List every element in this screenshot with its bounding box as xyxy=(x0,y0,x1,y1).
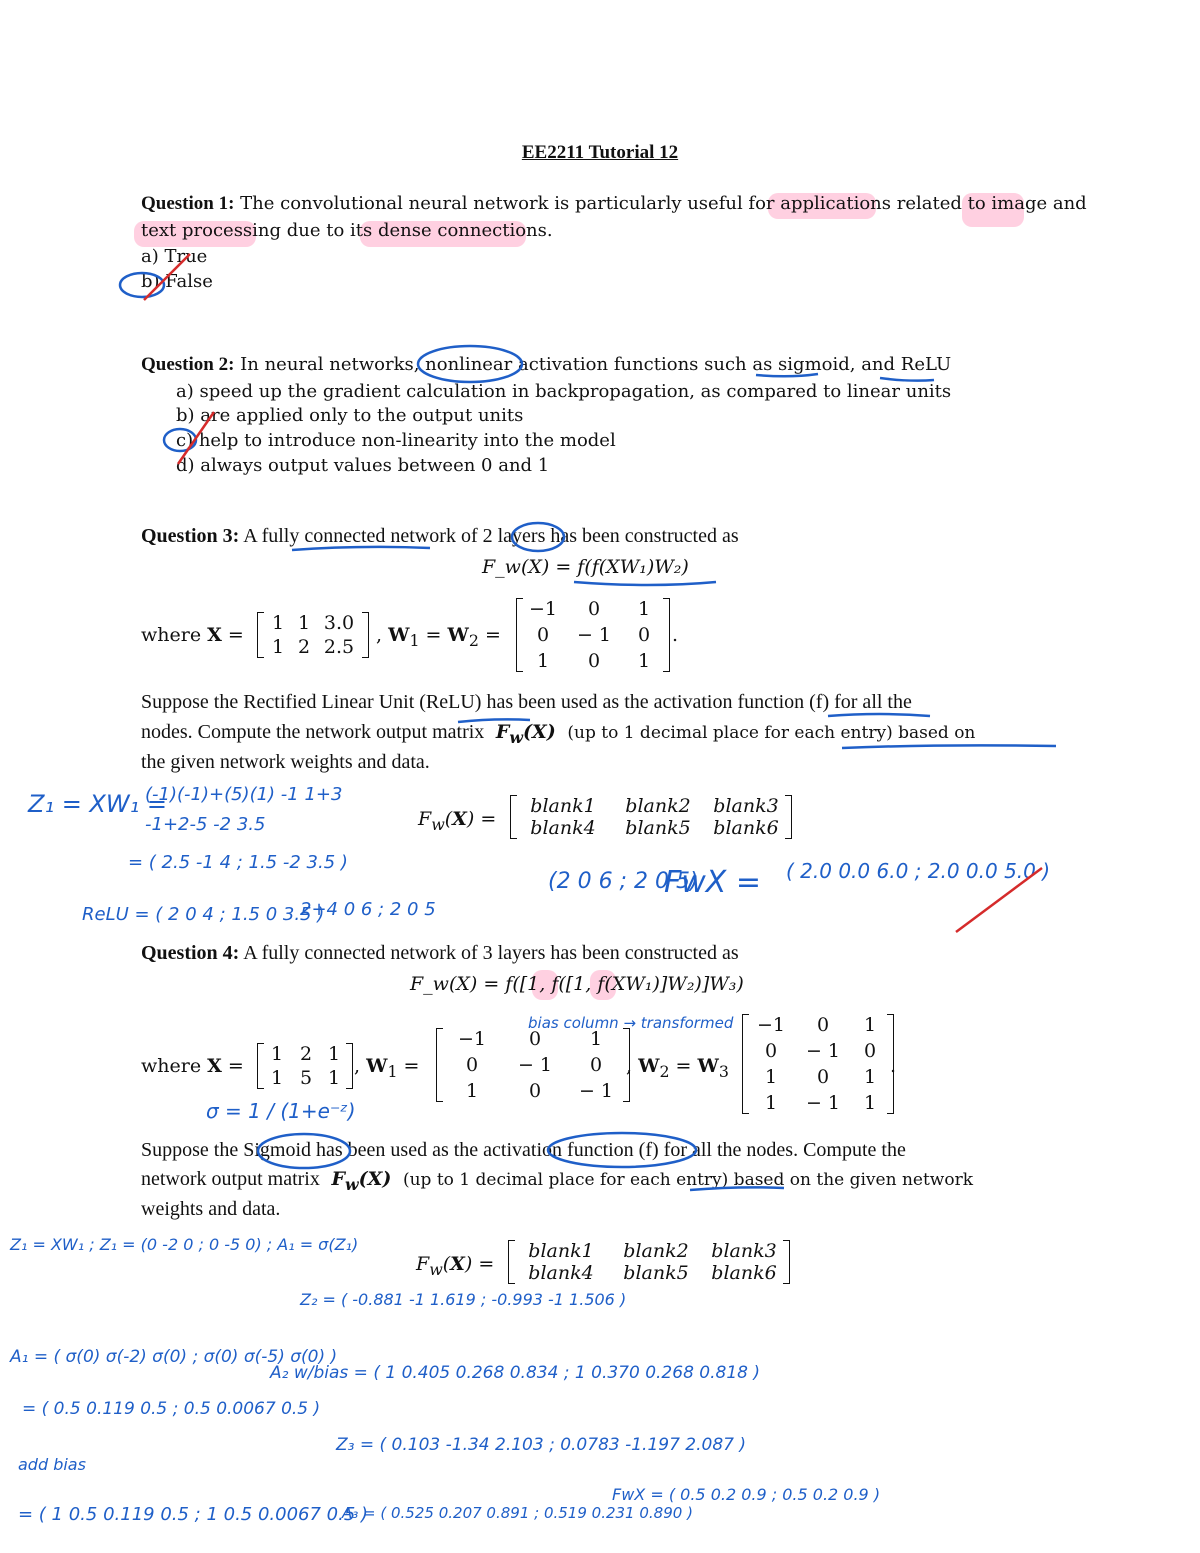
q4-w1-cell-1-2: 0 xyxy=(589,1054,603,1076)
q4-w23-bracket xyxy=(748,1014,888,1114)
q4-blank-cell-1-2: blank6 xyxy=(711,1262,777,1284)
q3-blank-cell-0-1: blank2 xyxy=(625,795,691,817)
q4-x-cell-1-0: 1 xyxy=(270,1067,284,1089)
q4-desc-2a: network output matrix xyxy=(141,1168,320,1190)
q4-x-cell-1-2: 1 xyxy=(327,1067,341,1089)
q4-w1-cell-2-1: 0 xyxy=(528,1080,542,1102)
q3-blank-grid xyxy=(516,795,786,839)
q3-where-word: where xyxy=(141,624,202,646)
q4-blank-cell-0-0: blank1 xyxy=(528,1240,594,1262)
q4-x-cell-0-1: 2 xyxy=(299,1043,313,1065)
q3-w-cell-2-1: 0 xyxy=(587,650,601,672)
q2-line1 xyxy=(141,354,951,376)
q3-formula: F_w(X) = f(f(XW₁)W₂) xyxy=(482,556,689,578)
q3-x-cell-1-2: 2.5 xyxy=(323,636,355,658)
q3-w-cell-0-0: −1 xyxy=(528,598,557,620)
q3-w-cell-1-0: 0 xyxy=(536,624,550,646)
q4-w23-cell-0-2: 1 xyxy=(863,1014,877,1036)
q4-w1-eq: , $W_1$ = xyxy=(354,1055,420,1081)
q4-where-word: where xyxy=(141,1055,202,1077)
q4-x-cell-0-0: 1 xyxy=(270,1043,284,1065)
q4-w23-grid xyxy=(748,1014,888,1114)
hw-q4-a1: A₁ = ( σ(0) σ(-2) σ(0) ; σ(0) σ(-5) σ(0) ) xyxy=(10,1347,338,1367)
q3-desc-2a: nodes. Compute the network output matrix xyxy=(141,721,485,743)
q3-answer-lhs: $F_w(X)$ = xyxy=(418,808,497,834)
q3-blank-cell-1-0: blank4 xyxy=(530,817,596,839)
hw-q3-fwx: FwX = xyxy=(664,865,762,900)
q4-x-bracket xyxy=(263,1043,347,1089)
q4-blank-cell-1-0: blank4 xyxy=(528,1262,594,1284)
q3-w-eq: , $W_1 = W_2$ = xyxy=(376,624,501,650)
q4-answer-matrix xyxy=(514,1240,784,1284)
q4-w23-cell-2-1: 0 xyxy=(816,1066,830,1088)
q3-x-cell-0-0: 1 xyxy=(271,612,285,634)
q3-w-cell-2-2: 1 xyxy=(637,650,651,672)
q4-w1-cell-2-2: − 1 xyxy=(578,1080,614,1102)
q2-option-d: d) always output values between 0 and 1 xyxy=(176,455,550,476)
q4-w1-cell-0-0: −1 xyxy=(457,1028,486,1050)
q3-w-cell-2-0: 1 xyxy=(536,650,550,672)
q4-desc-1: Suppose the Sigmoid has been used as the activation function (f) for all the nodes. Compute the xyxy=(141,1139,906,1161)
q4-answer-bracket xyxy=(514,1240,784,1284)
hw-q4-steps: Z₁ = XW₁ ; Z₁ = (0 -2 0 ; 0 -5 0) ; A₁ = σ(Z₁) xyxy=(10,1235,359,1254)
q4-w1-cell-2-0: 1 xyxy=(465,1080,479,1102)
q1-text-2: text processing due to its dense connections. xyxy=(141,220,553,241)
hw-q3-mid: 2+4 0 6 ; 2 0 5 xyxy=(300,899,436,920)
q3-desc-3: the given network weights and data. xyxy=(141,751,430,773)
q4-w23-cell-2-0: 1 xyxy=(764,1066,778,1088)
q3-w-cell-0-2: 1 xyxy=(637,598,651,620)
q3-matrix-x xyxy=(263,612,363,658)
q4-desc-2b: (up to 1 decimal place for each entry) based on the given network xyxy=(402,1170,973,1190)
q4-w23-cell-1-1: − 1 xyxy=(805,1040,841,1062)
q1-option-a: a) True xyxy=(141,246,208,267)
page-title: EE2211 Tutorial 12 xyxy=(521,142,679,163)
q2-label: Question 2: xyxy=(141,354,235,375)
q4-x-cell-0-2: 1 xyxy=(327,1043,341,1065)
q3-x-bracket xyxy=(263,612,363,658)
q3-line1 xyxy=(141,525,739,548)
q3-blank-cell-0-0: blank1 xyxy=(530,795,596,817)
q3-x-grid xyxy=(263,612,363,658)
q4-w1-cell-0-2: 1 xyxy=(589,1028,603,1050)
q3-blank-cell-0-2: blank3 xyxy=(713,795,779,817)
q4-w1-cell-1-0: 0 xyxy=(465,1054,479,1076)
q2-option-c: c) help to introduce non-linearity into the model xyxy=(176,430,616,451)
q3-final-slash xyxy=(956,868,1042,932)
q4-w23-cell-1-0: 0 xyxy=(764,1040,778,1062)
q2-option-b: b) are applied only to the output units xyxy=(176,405,524,426)
hw-q3-final: ( 2.0 0.0 6.0 ; 2.0 0.0 5.0 ) xyxy=(786,859,1051,883)
q3-matrix-w xyxy=(522,598,664,672)
q4-x-cell-1-1: 5 xyxy=(299,1067,313,1089)
q3-x-cell-1-1: 2 xyxy=(297,636,311,658)
q3-answer-matrix xyxy=(516,795,786,839)
hw-q4-addbias: add bias xyxy=(18,1455,86,1474)
q3-x-cell-1-0: 1 xyxy=(271,636,285,658)
q3-underline-formula xyxy=(574,582,716,585)
q3-desc-2 xyxy=(141,721,975,747)
q4-label: Question 4: xyxy=(141,942,240,964)
hw-q3-z1-row1: (-1)(-1)+(5)(1) -1 1+3 xyxy=(145,784,343,805)
hw-q4-bias-note: bias column → transformed xyxy=(528,1014,734,1032)
q4-x-symbol: X xyxy=(207,1055,222,1077)
q4-w23-cell-3-1: − 1 xyxy=(805,1092,841,1114)
q1-line1 xyxy=(141,193,1087,215)
q4-desc-2 xyxy=(141,1168,973,1194)
q4-desc-3: weights and data. xyxy=(141,1198,281,1220)
q4-w23-cell-3-0: 1 xyxy=(764,1092,778,1114)
hw-q3-relu: ReLU = ( 2 0 4 ; 1.5 0 3.5 ) xyxy=(82,904,325,925)
hw-q3-z1-res: = ( 2.5 -1 4 ; 1.5 -2 3.5 ) xyxy=(128,852,348,873)
q4-w23-cell-1-2: 0 xyxy=(863,1040,877,1062)
q3-blank-cell-1-2: blank6 xyxy=(713,817,779,839)
q4-w23-eq: , $W_2 = W_3$ xyxy=(626,1055,729,1081)
q3-label: Question 3: xyxy=(141,525,240,547)
q1-option-b: b) False xyxy=(141,271,213,292)
q4-x-grid xyxy=(263,1043,347,1089)
q1-label: Question 1: xyxy=(141,193,235,214)
q4-formula: F_w(X) = f([1, f([1, f(XW₁)]W₂)]W₃) xyxy=(410,973,744,995)
q4-w23-cell-0-0: −1 xyxy=(756,1014,785,1036)
q4-answer-lhs: $F_w(X)$ = xyxy=(416,1253,495,1279)
q4-text: A fully connected network of 3 layers has been constructed as xyxy=(239,942,739,964)
hw-q4-z3: Z₃ = ( 0.103 -1.34 2.103 ; 0.0783 -1.197 2.087 ) xyxy=(336,1435,747,1455)
q4-w23-cell-2-2: 1 xyxy=(863,1066,877,1088)
q3-blank-cell-1-1: blank5 xyxy=(625,817,691,839)
q4-w23-cell-3-2: 1 xyxy=(863,1092,877,1114)
q3-x-cell-0-2: 3.0 xyxy=(323,612,355,634)
q3-w-cell-1-1: − 1 xyxy=(576,624,612,646)
hw-q3-z1: Z₁ = XW₁ = xyxy=(28,790,167,818)
q4-w1-grid xyxy=(442,1028,624,1102)
q3-desc-1: Suppose the Rectified Linear Unit (ReLU) has been used as the activation function (f) for all the xyxy=(141,691,912,713)
q4-w1-bracket xyxy=(442,1028,624,1102)
q4-matrix-x xyxy=(263,1043,347,1089)
hw-q3-z1-row2: -1+2-5 -2 3.5 xyxy=(145,814,266,835)
hw-q4-sigma: σ = 1 / (1+e⁻ᶻ) xyxy=(206,1099,356,1123)
hw-q4-a1b: = ( 1 0.5 0.119 0.5 ; 1 0.5 0.0067 0.5 ) xyxy=(18,1504,369,1525)
q3-x-cell-0-1: 1 xyxy=(297,612,311,634)
hw-q4-final: FwX = ( 0.5 0.2 0.9 ; 0.5 0.2 0.9 ) xyxy=(612,1485,881,1504)
q4-period: . xyxy=(890,1055,897,1077)
q3-text: A fully connected network of 2 layers has been constructed as xyxy=(239,525,739,547)
hw-q4-a2: A₂ w/bias = ( 1 0.405 0.268 0.834 ; 1 0.370 0.268 0.818 ) xyxy=(270,1363,760,1383)
q3-desc-2b: (up to 1 decimal place for each entry) based on xyxy=(567,723,976,743)
q3-answer-bracket xyxy=(516,795,786,839)
hw-q4-a3: A₃ = ( 0.525 0.207 0.891 ; 0.519 0.231 0.890 ) xyxy=(342,1504,693,1522)
q3-w-grid xyxy=(522,598,664,672)
q4-fwx-inline: $F_w(X)$ xyxy=(324,1168,398,1194)
q4-matrix-w23 xyxy=(748,1014,888,1114)
hw-q4-a1-val: = ( 0.5 0.119 0.5 ; 0.5 0.0067 0.5 ) xyxy=(22,1399,321,1419)
q4-where: where X = xyxy=(141,1055,244,1077)
q3-w-cell-1-2: 0 xyxy=(637,624,651,646)
q4-line1 xyxy=(141,942,739,965)
q3-x-symbol: X xyxy=(207,624,222,646)
q4-blank-cell-0-1: blank2 xyxy=(623,1240,689,1262)
q4-blank-cell-1-1: blank5 xyxy=(623,1262,689,1284)
q3-period: . xyxy=(672,624,679,646)
q4-matrix-w1 xyxy=(442,1028,624,1102)
hw-q3-round: (2 0 6 ; 2 0 5) xyxy=(548,869,699,894)
q3-where: where X = xyxy=(141,624,244,646)
q3-w-cell-0-1: 0 xyxy=(587,598,601,620)
q4-blank-cell-0-2: blank3 xyxy=(711,1240,777,1262)
q4-w23-cell-0-1: 0 xyxy=(816,1014,830,1036)
q4-w1-cell-1-1: − 1 xyxy=(517,1054,553,1076)
q4-blank-grid xyxy=(514,1240,784,1284)
hw-q4-z2: Z₂ = ( -0.881 -1 1.619 ; -0.993 -1 1.506 ) xyxy=(300,1290,627,1309)
q4-w1-cell-0-1: 0 xyxy=(528,1028,542,1050)
q1-text-1: The convolutional neural network is particularly useful for applications related to image and xyxy=(234,193,1087,214)
q2-text: In neural networks, nonlinear activation functions such as sigmoid, and ReLU xyxy=(234,354,952,375)
q2-option-a: a) speed up the gradient calculation in backpropagation, as compared to linear units xyxy=(176,381,952,402)
q3-w-bracket xyxy=(522,598,664,672)
q3-fwx-inline: $F_w(X)$ xyxy=(489,721,563,747)
